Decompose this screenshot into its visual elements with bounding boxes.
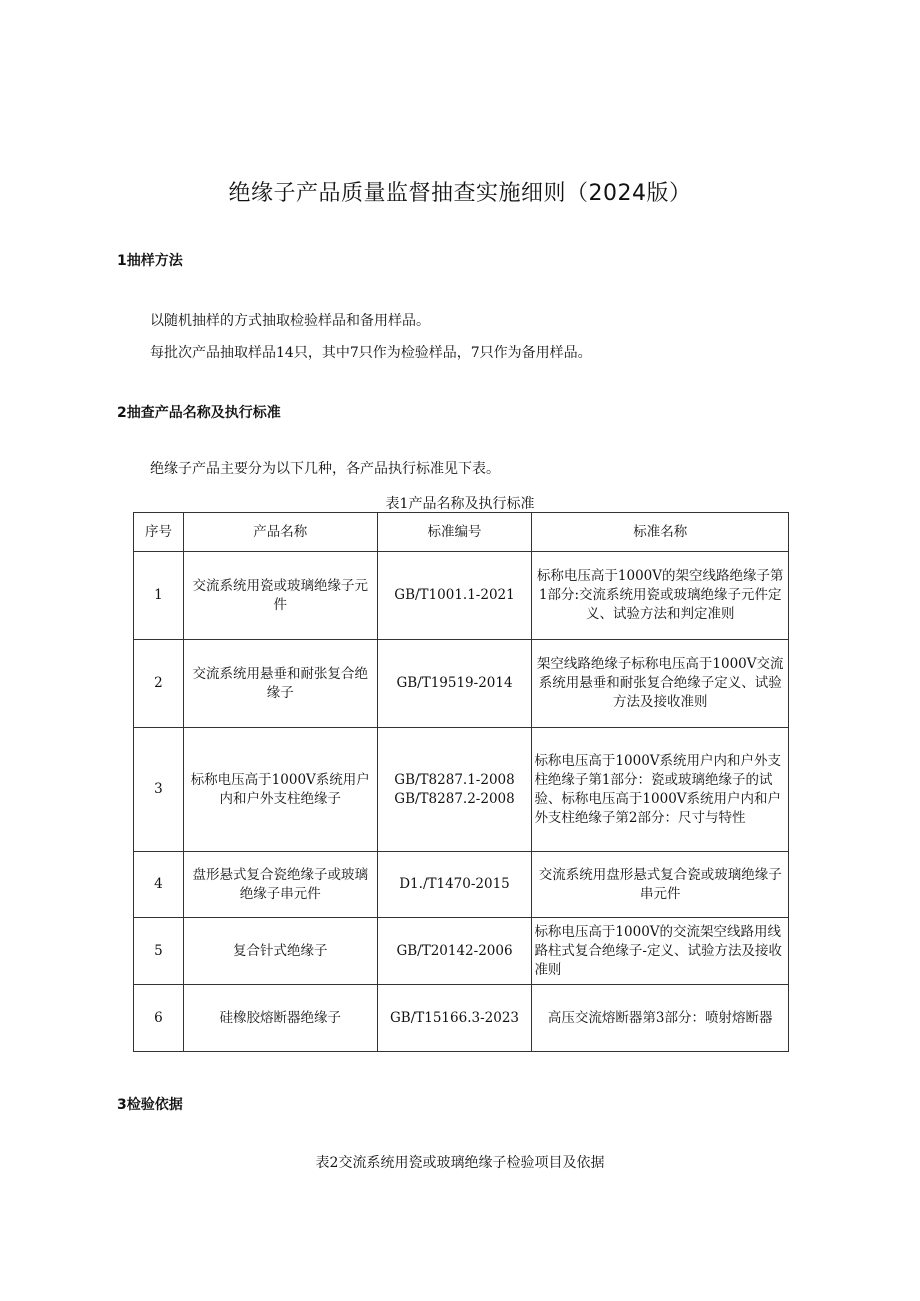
row-std-no: GB/T20142-2006	[377, 918, 532, 985]
section-1-heading: 1抽样方法	[117, 253, 183, 269]
header-std-no: 标准编号	[377, 513, 532, 552]
section-1-paragraph-2: 每批次产品抽取样品14只，其中7只作为检验样品，7只作为备用样品。	[150, 345, 592, 361]
row-std-name: 交流系统用盘形悬式复合瓷或玻璃绝缘子串元件	[532, 852, 789, 918]
table-row	[134, 985, 789, 1052]
page-title: 绝缘子产品质量监督抽查实施细则（2024版）	[228, 181, 692, 206]
row-std-no: GB/T19519-2014	[377, 640, 532, 728]
table-row	[134, 728, 789, 852]
row-std-name: 架空线路绝缘子标称电压高于1000V交流系统用悬垂和耐张复合绝缘子定义、试验方法及接收准则	[532, 640, 789, 728]
section-2-paragraph: 绝缘子产品主要分为以下几种，各产品执行标准见下表。	[150, 461, 500, 477]
row-no: 6	[134, 985, 184, 1052]
standards-table	[133, 512, 789, 1052]
row-std-no-cell	[377, 728, 532, 852]
row-std-no-2: GB/T8287.2-2008	[394, 790, 515, 807]
row-std-no: GB/T1001.1-2021	[377, 552, 532, 640]
row-product: 复合针式绝缘子	[183, 918, 377, 985]
row-std-no: GB/T8287.1-2008	[394, 771, 515, 788]
row-product: 交流系统用瓷或玻璃绝缘子元件	[183, 552, 377, 640]
header-no: 序号	[134, 513, 184, 552]
row-product: 盘形悬式复合瓷绝缘子或玻璃绝缘子串元件	[183, 852, 377, 918]
table-row	[134, 640, 789, 728]
row-no: 4	[134, 852, 184, 918]
section-2-heading: 2抽查产品名称及执行标准	[117, 405, 281, 421]
table-row	[134, 552, 789, 640]
header-std-name: 标准名称	[532, 513, 789, 552]
row-std-no: D1./T1470-2015	[377, 852, 532, 918]
row-no: 2	[134, 640, 184, 728]
row-std-name: 标称电压高于1000V的交流架空线路用线路柱式复合绝缘子-定义、试验方法及接收准则	[532, 918, 789, 985]
row-std-name: 高压交流熔断器第3部分：喷射熔断器	[532, 985, 789, 1052]
row-product: 交流系统用悬垂和耐张复合绝缘子	[183, 640, 377, 728]
row-std-name: 标称电压高于1000V的架空线路绝缘子第1部分:交流系统用瓷或玻璃绝缘子元件定义、试验方法和判定准则	[532, 552, 789, 640]
header-product: 产品名称	[183, 513, 377, 552]
table-1-caption: 表1产品名称及执行标准	[385, 496, 535, 512]
table-row	[134, 852, 789, 918]
row-product: 硅橡胶熔断器绝缘子	[183, 985, 377, 1052]
row-no: 3	[134, 728, 184, 852]
row-std-no: GB/T15166.3-2023	[377, 985, 532, 1052]
row-no: 5	[134, 918, 184, 985]
table-header-row	[134, 513, 789, 552]
table-2-caption: 表2交流系统用瓷或玻璃绝缘子检验项目及依据	[315, 1155, 605, 1171]
row-no: 1	[134, 552, 184, 640]
row-std-name: 标称电压高于1000V系统用户内和户外支柱绝缘子第1部分：瓷或玻璃绝缘子的试验、标称电压高于1000V系统用户内和户外支柱绝缘子第2部分：尺寸与特性	[532, 728, 789, 852]
section-1-paragraph-1: 以随机抽样的方式抽取检验样品和备用样品。	[150, 313, 430, 329]
table-row	[134, 918, 789, 985]
row-product: 标称电压高于1000V系统用户内和户外支柱绝缘子	[183, 728, 377, 852]
section-3-heading: 3检验依据	[117, 1097, 183, 1113]
